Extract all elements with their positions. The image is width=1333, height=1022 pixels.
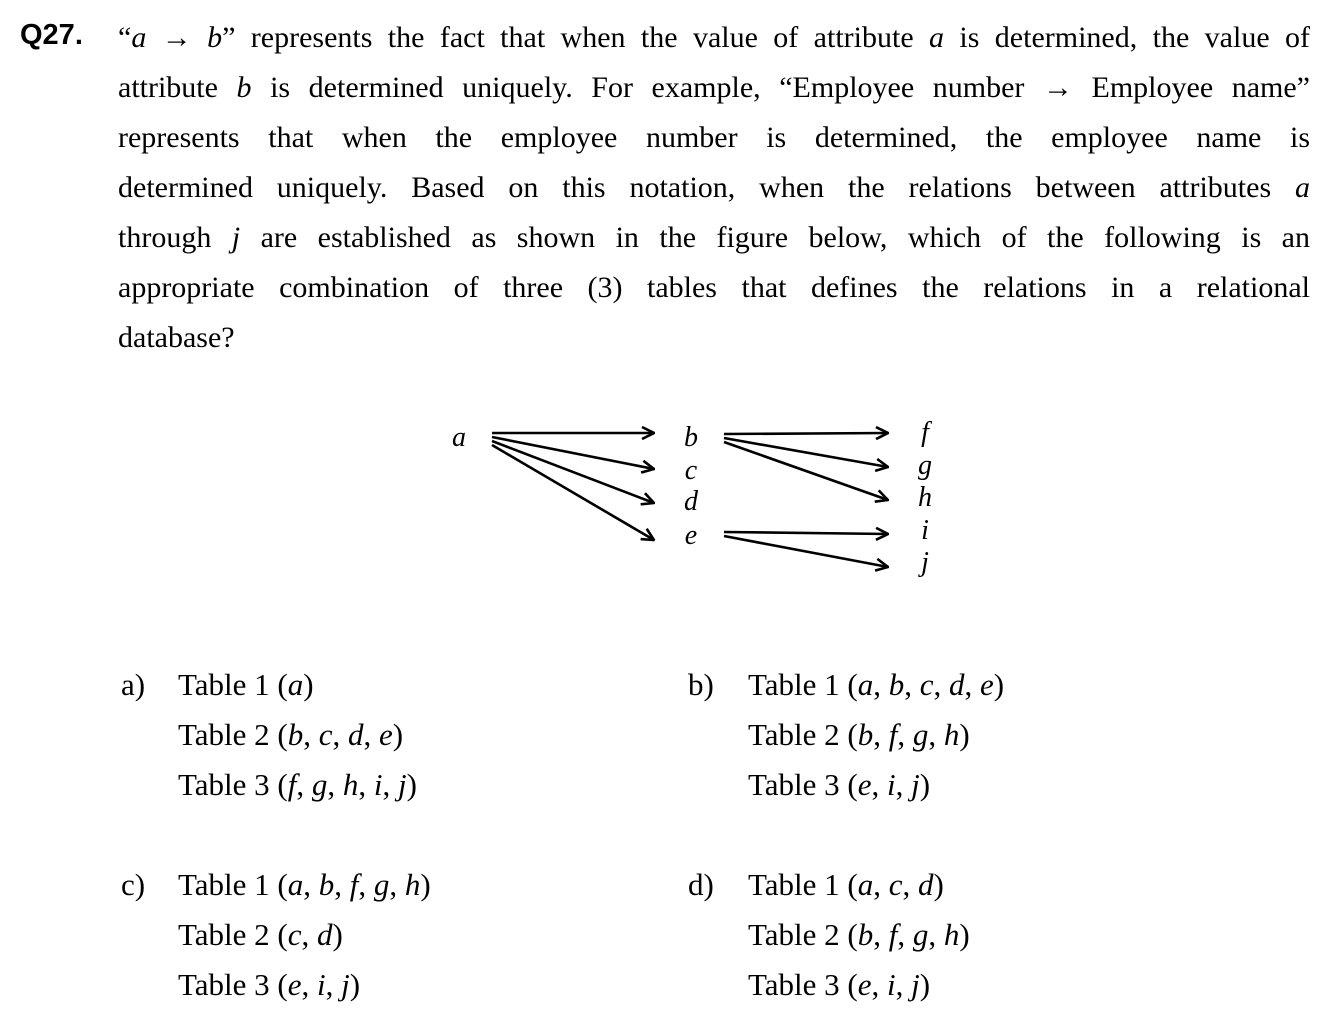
table-definition: Table 2 (b, f, g, h): [748, 917, 970, 952]
choice-tables: [178, 660, 417, 810]
table-definition: Table 1 (a, c, d): [748, 867, 944, 902]
table-definition: Table 3 (e, i, j): [748, 967, 931, 1002]
attribute-h: h: [918, 482, 932, 513]
table-definition: Table 2 (b, f, g, h): [748, 717, 970, 752]
question-line-3: represents that when the employee number is determined, the employee name is: [118, 121, 1310, 154]
arrow-e-to-i: [724, 532, 888, 534]
question-line-2: attribute b is determined uniquely. For example, “Employee number → Employee name”: [118, 71, 1310, 104]
table-definition: Table 2 (c, d): [178, 917, 343, 952]
table-definition: Table 3 (e, i, j): [178, 967, 361, 1002]
choice-letter: b): [688, 667, 714, 702]
arrow-b-to-g: [724, 438, 888, 467]
attribute-j: j: [921, 547, 929, 578]
question-line-7: database?: [118, 321, 235, 354]
choice-letter: c): [121, 867, 146, 902]
question-number: Q27.: [20, 19, 83, 51]
choice-letter: d): [688, 867, 714, 902]
dependency-arrows: [492, 433, 888, 567]
question-line-4: determined uniquely. Based on this notation, when the relations between attributes a: [118, 171, 1310, 204]
question-line-5: through j are established as shown in the figure below, which of the following is an: [118, 221, 1310, 254]
table-definition: Table 1 (a, b, f, g, h): [178, 867, 431, 902]
choice-letter: a): [121, 667, 146, 702]
attribute-nodes: [452, 417, 932, 578]
question-text: [118, 13, 1310, 363]
attribute-i: i: [921, 515, 929, 546]
table-definition: Table 1 (a): [178, 667, 314, 702]
attribute-c: c: [684, 455, 698, 486]
arrow-e-to-j: [724, 536, 888, 567]
attribute-d: d: [684, 486, 698, 517]
arrow-b-to-f: [724, 433, 888, 434]
arrow-a-to-d: [492, 441, 654, 503]
table-definition: Table 1 (a, b, c, d, e): [748, 667, 1005, 702]
question-line-1: “a → b” represents the fact that when the value of attribute a is determined, the value of: [118, 21, 1311, 54]
question-line-6: appropriate combination of three (3) tables that defines the relations in a relational: [118, 271, 1310, 304]
arrow-b-to-h: [724, 442, 888, 500]
choice-tables: [748, 660, 1004, 810]
arrow-a-to-e: [492, 445, 654, 540]
table-definition: Table 3 (e, i, j): [748, 767, 931, 802]
attribute-g: g: [918, 450, 932, 481]
attribute-e: e: [684, 520, 698, 551]
attribute-a: a: [452, 422, 466, 453]
attribute-b: b: [684, 422, 698, 453]
table-definition: Table 3 (f, g, h, i, j): [178, 767, 417, 802]
choice-tables: [748, 860, 970, 1010]
attribute-f: f: [921, 417, 929, 448]
arrow-a-to-c: [492, 437, 654, 469]
choice-tables: [178, 860, 431, 1010]
table-definition: Table 2 (b, c, d, e): [178, 717, 404, 752]
